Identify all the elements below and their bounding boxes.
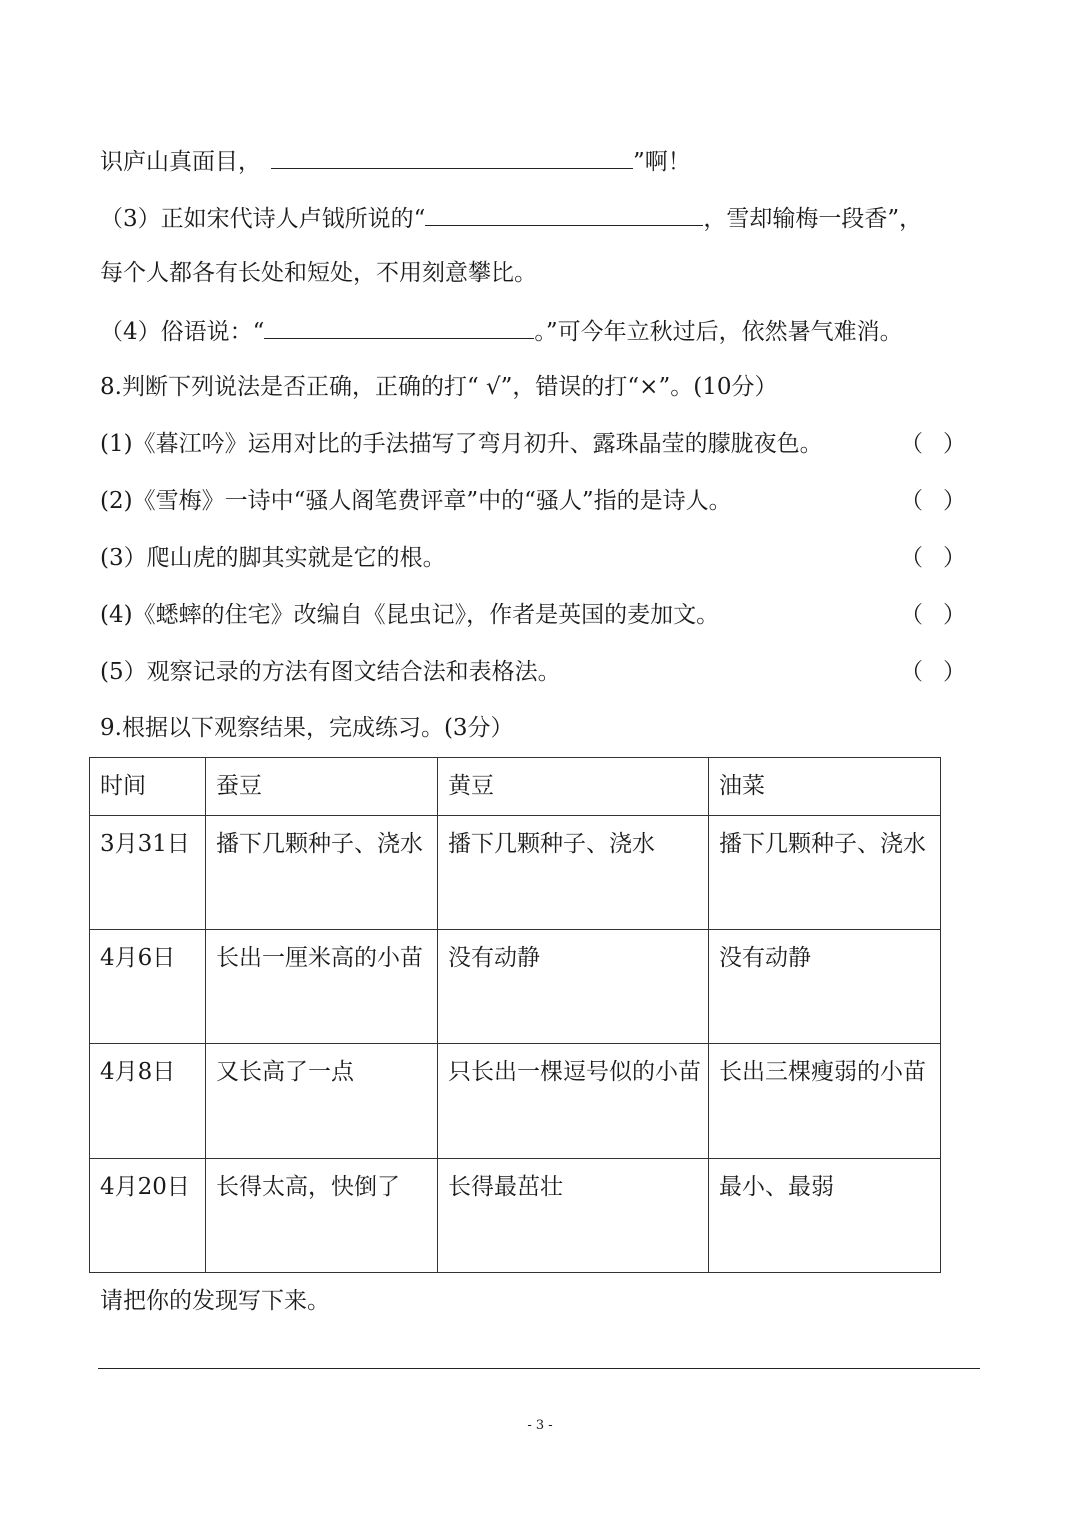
q8-item: (3）爬山虎的脚其实就是它的根。 — [100, 545, 446, 571]
header-cell: 时间 — [90, 758, 206, 816]
observation-table — [89, 757, 941, 1273]
table-cell: 3月31日 — [90, 816, 206, 930]
table-cell: 长得最茁壮 — [438, 1159, 709, 1273]
table-cell: 没有动静 — [438, 930, 709, 1044]
table-cell: 又长高了一点 — [206, 1044, 438, 1159]
q8-item: (2)《雪梅》一诗中“骚人阁笔费评章”中的“骚人”指的是诗人。 — [100, 488, 732, 514]
table-cell: 播下几颗种子、浇水 — [709, 816, 941, 930]
q9-title: 9.根据以下观察结果，完成练习。(3分） — [100, 715, 514, 741]
table-header-row — [90, 758, 941, 816]
table-cell: 4月20日 — [90, 1159, 206, 1273]
answer-parens[interactable] — [900, 481, 966, 521]
table-cell: 最小、最弱 — [709, 1159, 941, 1273]
table-cell: 长得太高，快倒了 — [206, 1159, 438, 1273]
answer-blank[interactable] — [264, 310, 534, 339]
paren-close: ） — [943, 545, 966, 571]
page-number: - 3 - — [527, 1418, 553, 1433]
paren-open: （ — [900, 545, 923, 571]
answer-parens[interactable] — [900, 652, 966, 692]
q7-item3-cont: 每个人都各有长处和短处，不用刻意攀比。 — [100, 260, 537, 286]
header-cell: 黄豆 — [438, 758, 709, 816]
q7-line2 — [100, 140, 691, 180]
paren-open: （ — [900, 431, 923, 457]
header-cell: 油菜 — [709, 758, 941, 816]
table-cell: 4月8日 — [90, 1044, 206, 1159]
table-cell: 4月6日 — [90, 930, 206, 1044]
text: ，雪却输梅一段香”， — [703, 206, 923, 232]
answer-line[interactable] — [98, 1368, 980, 1369]
paren-open: （ — [900, 488, 923, 514]
table-cell: 只长出一棵逗号似的小苗 — [438, 1044, 709, 1159]
table-row — [90, 816, 941, 930]
paren-close: ） — [943, 659, 966, 685]
header-cell: 蚕豆 — [206, 758, 438, 816]
paren-open: （ — [900, 602, 923, 628]
paren-close: ） — [943, 488, 966, 514]
text: （4）俗语说：“ — [100, 319, 265, 345]
text: 。”可今年立秋过后，依然暑气难消。 — [534, 319, 903, 345]
text: （3）正如宋代诗人卢钺所说的“ — [100, 206, 426, 232]
table-cell: 播下几颗种子、浇水 — [438, 816, 709, 930]
table-row — [90, 1159, 941, 1273]
table-cell: 长出一厘米高的小苗 — [206, 930, 438, 1044]
paren-open: （ — [900, 659, 923, 685]
q7-item4 — [100, 310, 903, 350]
answer-parens[interactable] — [900, 595, 966, 635]
text: ”啊！ — [633, 149, 691, 175]
table-cell: 长出三棵瘦弱的小苗 — [709, 1044, 941, 1159]
q8-item: (1)《暮江吟》运用对比的手法描写了弯月初升、露珠晶莹的朦胧夜色。 — [100, 431, 823, 457]
answer-blank[interactable] — [271, 140, 633, 169]
answer-parens[interactable] — [900, 538, 966, 578]
paren-close: ） — [943, 602, 966, 628]
q8-item: (5）观察记录的方法有图文结合法和表格法。 — [100, 659, 561, 685]
table-row — [90, 930, 941, 1044]
text: 识庐山真面目， — [100, 149, 261, 175]
q8-title: 8.判断下列说法是否正确，正确的打“ √”，错误的打“×”。(10分） — [100, 374, 778, 400]
q8-item: (4)《蟋蟀的住宅》改编自《昆虫记》，作者是英国的麦加文。 — [100, 602, 720, 628]
q7-item3 — [100, 197, 922, 237]
paren-close: ） — [943, 431, 966, 457]
answer-blank[interactable] — [425, 197, 703, 226]
table-row — [90, 1044, 941, 1159]
table-cell: 没有动静 — [709, 930, 941, 1044]
answer-parens[interactable] — [900, 424, 966, 464]
q9-prompt: 请把你的发现写下来。 — [100, 1288, 330, 1314]
table-cell: 播下几颗种子、浇水 — [206, 816, 438, 930]
